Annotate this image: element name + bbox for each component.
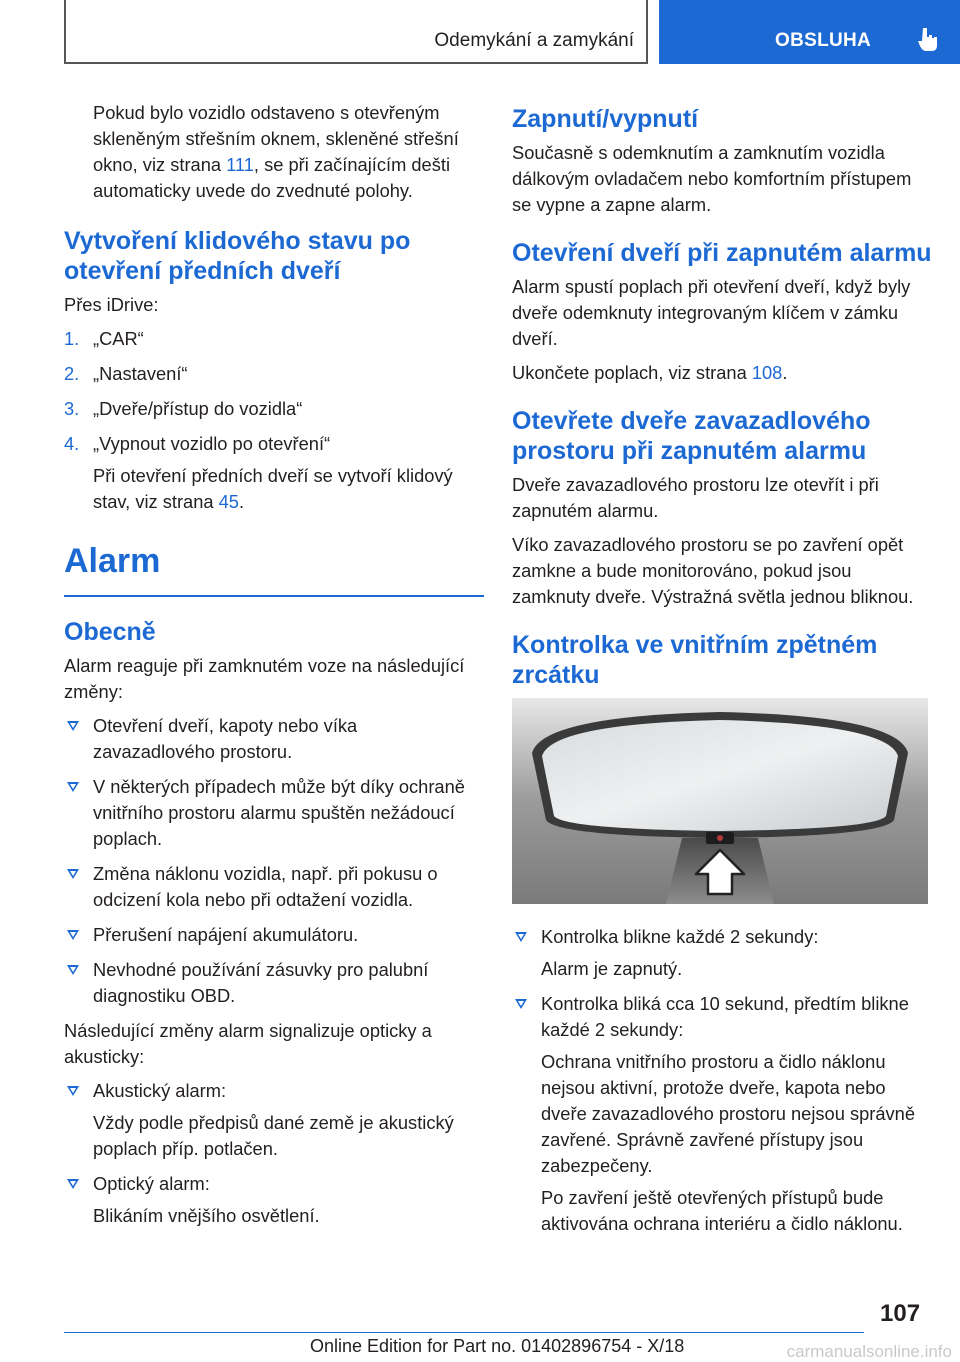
list-item: Kontrolka bliká cca 10 sekund, předtím blikne každé 2 sekundy: Ochrana vnitřního prostoru a čidlo náklonu nejsou aktivní, protože dveře, kapota nebo dveře zavazadlového prostoru nejsou správně zavřené. Správně zavřené přístupy jsou zabezpečeny. Po zavření ještě otevřených přístupů bude aktivována ochrana interiéru a čidlo náklonu.: [512, 991, 932, 1237]
left-column: [64, 100, 484, 1238]
step-item: 2. „Nastavení“: [64, 363, 188, 384]
bullet-triangle-icon: [515, 999, 527, 1009]
step-item: 3. „Dveře/přístup do vozidla“: [64, 398, 303, 419]
list-item: V některých případech může být díky ochraně vnitřního prostoru alarmu spuštěn nežádoucí poplach.: [64, 774, 484, 852]
heading-idle-state: Vytvoření klidového stavu po otevření předních dveří: [64, 227, 411, 285]
list-item: Otevření dveří, kapoty nebo víka zavazadlového prostoru.: [64, 713, 484, 765]
acoustic-note: Vždy podle předpisů dané země je akustický poplach příp. potlačen.: [93, 1112, 454, 1159]
general-text: Alarm reaguje při zamknutém voze na následující změny:: [64, 655, 465, 702]
stop-alarm-text: Ukončete poplach, viz strana 108.: [512, 362, 788, 383]
trunk-text-2: Víko zavazadlového prostoru se po zavření opět zamkne a bude monitorováno, pokud jsou zamknuty dveře. Výstražná světla jednou bliknou.: [512, 534, 914, 607]
heading-alarm: Alarm: [64, 542, 161, 580]
list-item: Kontrolka blikne každé 2 sekundy: Alarm je zapnutý.: [512, 924, 932, 982]
heading-general: Obecně: [64, 618, 156, 646]
indicator-note: Alarm je zapnutý.: [541, 958, 683, 979]
footer-rule: [64, 1332, 864, 1333]
list-item: Nevhodné používání zásuvky pro palubní diagnostiku OBD.: [64, 957, 484, 1009]
indicator-note: Ochrana vnitřního prostoru a čidlo náklonu nejsou aktivní, protože dveře, kapota nebo dveře zavazadlového prostoru nejsou správně zavřené. Správně zavřené přístupy jsou zabezpečeny.: [541, 1051, 915, 1176]
list-item: Akustický alarm: Vždy podle předpisů dané země je akustický poplach příp. potlačen.: [64, 1078, 484, 1162]
via-idrive: Přes iDrive:: [64, 294, 159, 315]
rearview-mirror-image: [512, 698, 928, 904]
section-title: Odemykání a zamykání: [434, 30, 634, 51]
page-link-108[interactable]: 108: [751, 362, 783, 383]
right-column: [512, 100, 932, 1246]
page-number: 107: [880, 1300, 921, 1327]
signal-list: [64, 1078, 484, 1229]
optical-note: Blikáním vnějšího osvětlení.: [93, 1205, 320, 1226]
list-item: Optický alarm: Blikáním vnějšího osvětlení.: [64, 1171, 484, 1229]
bullet-triangle-icon: [67, 869, 79, 879]
bullet-triangle-icon: [67, 1179, 79, 1189]
doors-alarm-text: Alarm spustí poplach při otevření dveří, když byly dveře odemknuty integrovaným klíčem v zámku dveří.: [512, 276, 911, 349]
idrive-steps: [64, 326, 484, 515]
step-item: 4. „Vypnout vozidlo po otevření“ Při otevření předních dveří se vytvoří klidový stav, viz strana 45.: [64, 431, 484, 515]
bullet-triangle-icon: [67, 930, 79, 940]
page-link-45[interactable]: 45: [218, 491, 239, 512]
list-item: Přerušení napájení akumulátoru.: [64, 922, 484, 948]
step4-note: Při otevření předních dveří se vytvoří klidový stav, viz strana 45.: [93, 465, 453, 512]
bullet-triangle-icon: [67, 721, 79, 731]
edition-text: Online Edition for Part no. 01402896754 - X/18: [310, 1336, 685, 1356]
indicator-note: Po zavření ještě otevřených přístupů bude aktivována ochrana interiéru a čidlo náklonu.: [541, 1187, 903, 1234]
step-item: 1. „CAR“: [64, 328, 144, 349]
header-section-box: [64, 0, 648, 64]
heading-indicator: Kontrolka ve vnitřním zpětném zrcátku: [512, 631, 878, 689]
watermark: carmanualsonline.info: [786, 1342, 952, 1361]
alarm-triggers-list: [64, 713, 484, 1009]
section-rule: [64, 595, 484, 597]
bullet-triangle-icon: [67, 782, 79, 792]
bullet-triangle-icon: [515, 932, 527, 942]
indicator-list: [512, 924, 932, 1237]
pointing-hand-icon: [917, 26, 939, 52]
list-item: Změna náklonu vozidla, např. při pokusu o odcizení kola nebo při odtažení vozidla.: [64, 861, 484, 913]
chapter-tab[interactable]: [659, 0, 960, 64]
heading-on-off: Zapnutí/vypnutí: [512, 105, 699, 133]
bullet-triangle-icon: [67, 965, 79, 975]
page-link-111[interactable]: 111: [226, 154, 254, 175]
signal-text: Následující změny alarm signalizuje opticky a akusticky:: [64, 1020, 432, 1067]
chapter-tab-label: OBSLUHA: [775, 30, 872, 51]
heading-doors-alarm: Otevření dveří při zapnutém alarmu: [512, 239, 932, 267]
on-off-text: Současně s odemknutím a zamknutím vozidla dálkovým ovladačem nebo komfortním přístupem se vypne a zapne alarm.: [512, 142, 912, 215]
sunroof-paragraph: Pokud bylo vozidlo odstaveno s otevřeným skleněným střešním oknem, skleněné střešní okno, viz strana 111, se při začínajícím dešti automaticky uvede do zvednuté polohy.: [93, 102, 459, 201]
trunk-text-1: Dveře zavazadlového prostoru lze otevřít i při zapnutém alarmu.: [512, 474, 879, 521]
heading-trunk-alarm: Otevřete dveře zavazadlového prostoru při zapnutém alarmu: [512, 407, 871, 465]
bullet-triangle-icon: [67, 1086, 79, 1096]
